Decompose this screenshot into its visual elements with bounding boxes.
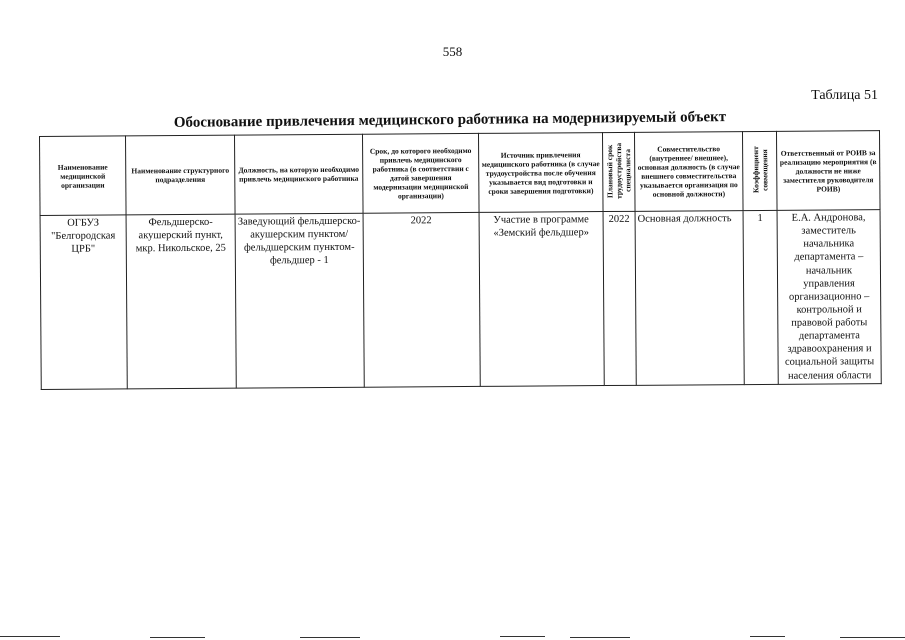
page-number: 558	[442, 44, 463, 59]
scan-artifact-line	[570, 637, 630, 638]
scan-artifact-line	[0, 636, 60, 637]
header-position: Должность, на которую необходимо привлечь медицинского работника	[234, 134, 363, 214]
cell-source: Участие в программе «Земский фельдшер»	[479, 212, 604, 386]
header-deadline: Срок, до которого необходимо привлечь медицинского работника (в соответствии с датой завершения модернизации медицинской организации)	[362, 133, 479, 213]
header-coefficient-text: Коэффициент совмещения	[750, 146, 769, 194]
scan-artifact-line	[840, 637, 905, 638]
cell-position: Заведующий фельдшерско-акушерским пунктом/фельдшерским пунктом- фельдшер - 1	[235, 213, 364, 388]
cell-deadline: 2022	[363, 212, 480, 386]
cell-organization: ОГБУЗ "Белгородская ЦРБ"	[40, 215, 127, 389]
cell-coefficient: 1	[743, 210, 778, 384]
header-source: Источник привлечения медицинского работника (в случае трудоустройства после обучения указывается вид подготовки и сроки завершения подготовки)	[478, 133, 603, 213]
header-planned-term	[602, 132, 635, 211]
scan-artifact-line	[750, 636, 785, 637]
table-label: Таблица 51	[811, 88, 878, 103]
cell-combination: Основная должность	[635, 211, 744, 385]
header-organization: Наименование медицинской организации	[40, 136, 127, 216]
cell-planned-term: 2022	[603, 211, 636, 385]
cell-department: Фельдшерско-акушерский пункт, мкр. Никольское, 25	[126, 214, 236, 388]
header-coefficient	[742, 131, 777, 210]
cell-responsible: Е.А. Андронова, заместитель начальника департамента – начальник управления организационно – контрольной и правовой работы департамента здравоохранения и социальной защиты населения области	[777, 210, 881, 384]
table-header-row	[40, 131, 881, 216]
justification-table	[39, 130, 882, 389]
table-row	[40, 210, 881, 389]
header-combination: Совместительство (внутреннее/ внешнее), основная должность (в случае внешнего совместительства указывается организация по основной должности)	[634, 132, 743, 212]
header-responsible: Ответственный от РОИВ за реализацию мероприятия (в должности не ниже заместителя руководителя РОИВ)	[776, 131, 880, 211]
scan-artifact-line	[300, 637, 360, 638]
scan-artifact-line	[150, 637, 205, 638]
header-planned-term-text: Плановый срок трудоустройства специалиста	[605, 142, 633, 200]
document-title: Обоснование привлечения медицинского работника на модернизируемый объект	[173, 109, 727, 131]
scan-artifact-line	[500, 636, 545, 637]
header-department: Наименование структурного подразделения	[126, 135, 236, 215]
